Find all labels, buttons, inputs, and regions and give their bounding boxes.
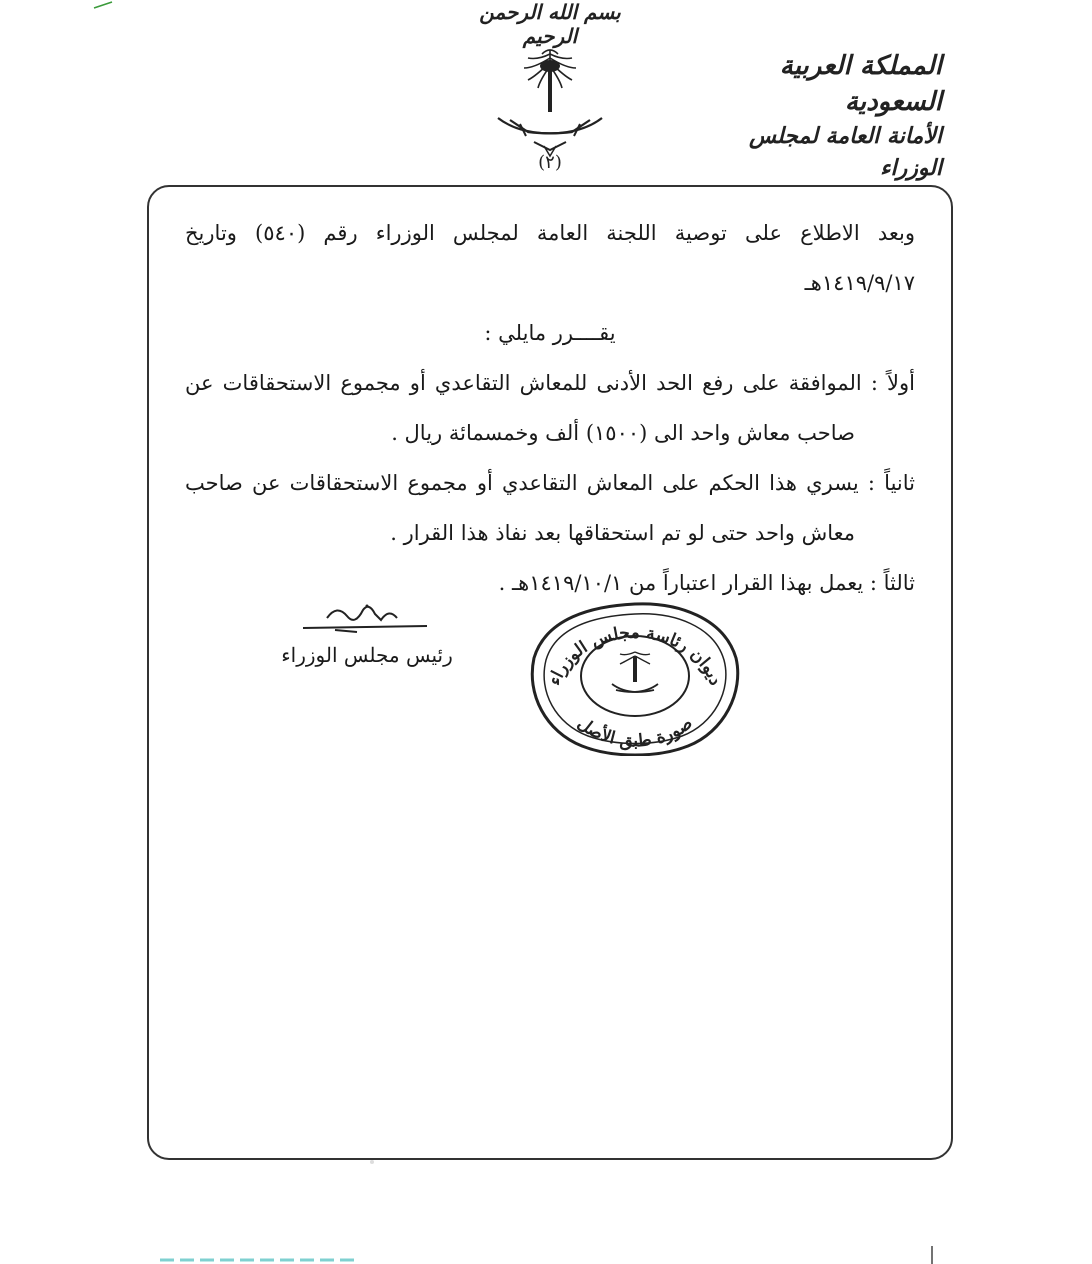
- bottom-tick-mark: [928, 1246, 936, 1264]
- signature-title: رئيس مجلس الوزراء: [281, 643, 453, 667]
- palm-and-swords-emblem-icon: [494, 46, 606, 166]
- decision-heading: يقــــرر مايلي :: [484, 321, 616, 345]
- kingdom-name: المملكة العربية السعودية: [779, 51, 942, 117]
- handwritten-signature-icon: [297, 600, 437, 640]
- signature-block: [262, 600, 472, 670]
- item-3: ثالثاً : يعمل بهذا القرار اعتباراً من ١٤١٩/١٠/١هـ .: [498, 571, 915, 595]
- item-2-line-2: معاش واحد حتى لو تم استحقاقها بعد نفاذ هذا القرار .: [390, 521, 855, 545]
- basmala: بسم الله الرحمن الرحيم: [479, 0, 621, 48]
- bottom-scan-mark: [160, 1256, 360, 1264]
- item-1-line-1: أولاً : الموافقة على رفع الحد الأدنى للمعاش التقاعدي أو مجموع الاستحقاقات عن: [185, 371, 915, 395]
- preamble-line-2: ١٤١٩/٩/١٧هـ: [804, 271, 915, 295]
- seal-bottom-text: صورة طبق الأصل: [573, 713, 697, 752]
- preamble-line-1: وبعد الاطلاع على توصية اللجنة العامة لمجلس الوزراء رقم (٥٤٠) وتاريخ: [185, 221, 915, 245]
- seal-ring-text: ديوان رئاسة مجلس الوزراء: [544, 622, 726, 689]
- scan-speck: [370, 1160, 374, 1164]
- letterhead-header: [702, 48, 942, 184]
- secretariat-name: الأمانة العامة لمجلس الوزراء: [748, 123, 942, 181]
- item-2-line-1: ثانياً : يسري هذا الحكم على المعاش التقاعدي أو مجموع الاستحقاقات عن صاحب: [185, 471, 915, 495]
- page-number: (٢): [538, 152, 562, 173]
- item-1-line-2: صاحب معاش واحد الى (١٥٠٠) ألف وخمسمائة ريال .: [391, 421, 855, 445]
- corner-mark-icon: [92, 0, 116, 10]
- decision-body: [185, 208, 915, 608]
- official-seal-icon: [528, 600, 742, 756]
